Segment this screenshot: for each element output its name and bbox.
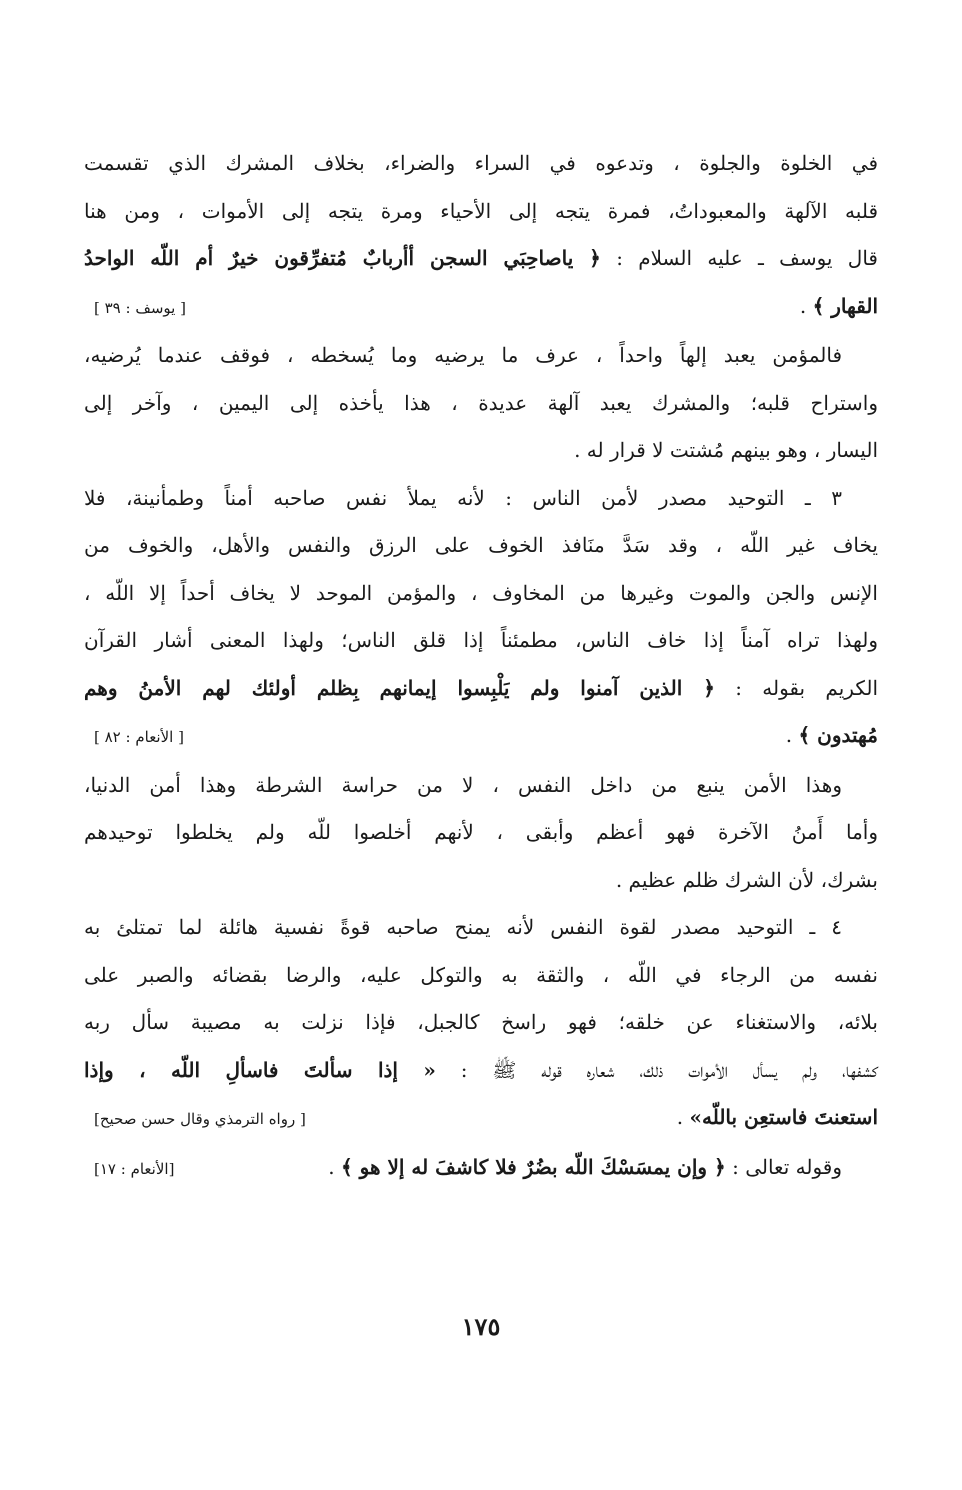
line-content <box>84 343 842 367</box>
text-line <box>84 1094 878 1144</box>
body-text: اليسار ، وهو بينهم مُشتت لا قرار له . <box>574 438 878 462</box>
quoted-text: « إذا سألتَ فاسألِ اللّه ، وإذا <box>84 1057 436 1082</box>
page-number: ١٧٥ <box>461 1312 501 1341</box>
quoted-text: ﴿ ياصاحِبَي السجن أأربابٌ مُتفرِّقون خيرٌ أم اللّه الواحدُ <box>84 246 601 270</box>
citation-reference: [ الأنعام : ٨٢ ] <box>94 728 184 746</box>
punctuation: . <box>799 293 813 318</box>
body-text: الكريم بقوله : <box>714 675 879 700</box>
line-content <box>84 773 842 797</box>
line-content <box>84 581 878 605</box>
body-text: فالمؤمن يعبد إلهاً واحداً ، عرف ما يرضيه وما يُسخطه ، فوقف عندما يُرضيه، <box>84 343 843 367</box>
text-line <box>84 427 878 475</box>
text-line <box>84 762 878 810</box>
punctuation: . <box>785 723 799 747</box>
line-content <box>84 1058 878 1082</box>
text-line <box>84 140 878 188</box>
text-line <box>84 712 878 762</box>
line-content <box>84 915 842 939</box>
line-content <box>84 391 878 415</box>
text-line <box>84 475 878 523</box>
text-line <box>84 904 878 952</box>
body-text: وهذا الأمن ينبع من داخل النفس ، لا من حراسة الشرطة وهذا أمن الدنيا، <box>84 772 842 797</box>
text-line <box>84 857 878 905</box>
quoted-text: استعنتَ فاستعِن باللّه» <box>689 1105 878 1129</box>
text-line <box>84 809 878 857</box>
line-content <box>84 820 878 844</box>
line-content <box>84 199 878 223</box>
text-line <box>84 665 878 713</box>
punctuation: . <box>328 1154 341 1179</box>
text-line <box>84 617 878 665</box>
text-line <box>84 332 878 380</box>
body-text: قلبه الآلهة والمعبوداتُ، فمرة يتجه إلى الأحياء ومرة يتجه إلى الأموات ، ومن هنا <box>84 198 878 223</box>
body-text: بلائه، والاستغناء عن خلقه؛ فهو راسخ كالجبل، فإذا نزلت به مصيبة سأل ربه <box>84 1010 878 1034</box>
body-text: ٣ ـ التوحيد مصدر لأمن الناس : لأنه يملأ نفس صاحبه أمناً وطمأنينة، فلا <box>84 485 842 510</box>
body-text: الإنس والجن والموت وغيرها من المخاوف ، والمؤمن الموحد لا يخاف أحداً إلا اللّه ، <box>84 580 878 605</box>
text-line <box>84 570 878 618</box>
text-line <box>84 522 878 570</box>
citation-reference: [الأنعام : ١٧] <box>94 1159 175 1178</box>
text-block <box>84 140 878 1193</box>
line-content <box>800 283 878 331</box>
line-content <box>84 676 878 700</box>
body-text: ولهذا تراه آمناً إذا خاف الناس، مطمئناً إذا قلق الناس؛ ولهذا المعنى أشار القرآن <box>84 628 878 652</box>
line-content <box>84 628 878 652</box>
quoted-text: ﴿ الذين آمنوا ولم يَلْبِسوا إيمانهم بِظلم أولئك لهم الأمنُ وهم <box>84 675 715 700</box>
line-content <box>786 712 878 760</box>
citation-reference: [ رواه الترمذي وقال حسن صحيح] <box>94 1110 306 1128</box>
line-content <box>84 963 878 987</box>
quoted-text: مُهتدون ﴾ <box>798 723 878 747</box>
line-content <box>574 438 878 462</box>
text-line <box>84 188 878 236</box>
line-content <box>328 1144 842 1192</box>
line-content <box>84 246 878 270</box>
body-text: قال يوسف ـ عليه السلام : <box>600 246 878 270</box>
text-line <box>84 235 878 283</box>
line-content <box>84 1010 878 1034</box>
text-line <box>84 283 878 333</box>
text-line <box>84 952 878 1000</box>
text-line <box>84 1144 878 1194</box>
quoted-text: القهار ﴾ <box>812 293 878 318</box>
punctuation: . <box>676 1105 690 1129</box>
body-text: وأما أَمنُ الآخرة فهو أعظم وأبقى ، لأنهم أخلصوا للّه ولم يخلطوا توحيدهم <box>84 820 878 844</box>
body-text: في الخلوة والجلوة ، وتدعوه في السراء والضراء، بخلاف المشرك الذي تقسمت <box>84 151 878 175</box>
text-line <box>84 999 878 1047</box>
body-text: ٤ ـ التوحيد مصدر لقوة النفس لأنه يمنح صاحبه قوةً نفسية هائلة لما تمتلئ به <box>84 915 842 939</box>
quoted-text: ﴿ وإن يمسَسْكَ اللّه بضُرٌ فلا كاشفَ له إلا هو ﴾ <box>340 1154 726 1179</box>
line-content <box>84 151 878 175</box>
body-text: يخاف غير اللّه ، وقد سَدَّ منَافذ الخوف على الرزق والنفس والأهل، والخوف من <box>84 533 878 557</box>
line-content <box>84 533 878 557</box>
text-line <box>84 380 878 428</box>
line-content <box>677 1094 878 1142</box>
citation-reference: [ يوسف : ٣٩ ] <box>94 298 186 317</box>
body-text: واستراح قلبه؛ والمشرك يعبد آلهة عديدة ، هذا يأخذه إلى اليمين ، وآخر إلى <box>84 390 878 415</box>
body-text: بشرك، لأن الشرك ظلم عظيم . <box>615 867 878 892</box>
line-content <box>616 868 878 892</box>
line-content <box>84 486 842 510</box>
body-text: وقوله تعالى : <box>725 1154 842 1179</box>
body-text: نفسه من الرجاء في اللّه ، والثقة به والتوكل عليه، والرضا بقضائه والصبر على <box>84 962 878 987</box>
body-text: كشفها، ولم يسأل الأموات ذلك، شعاره قوله ﷺ : <box>435 1057 878 1082</box>
text-line <box>84 1047 878 1095</box>
